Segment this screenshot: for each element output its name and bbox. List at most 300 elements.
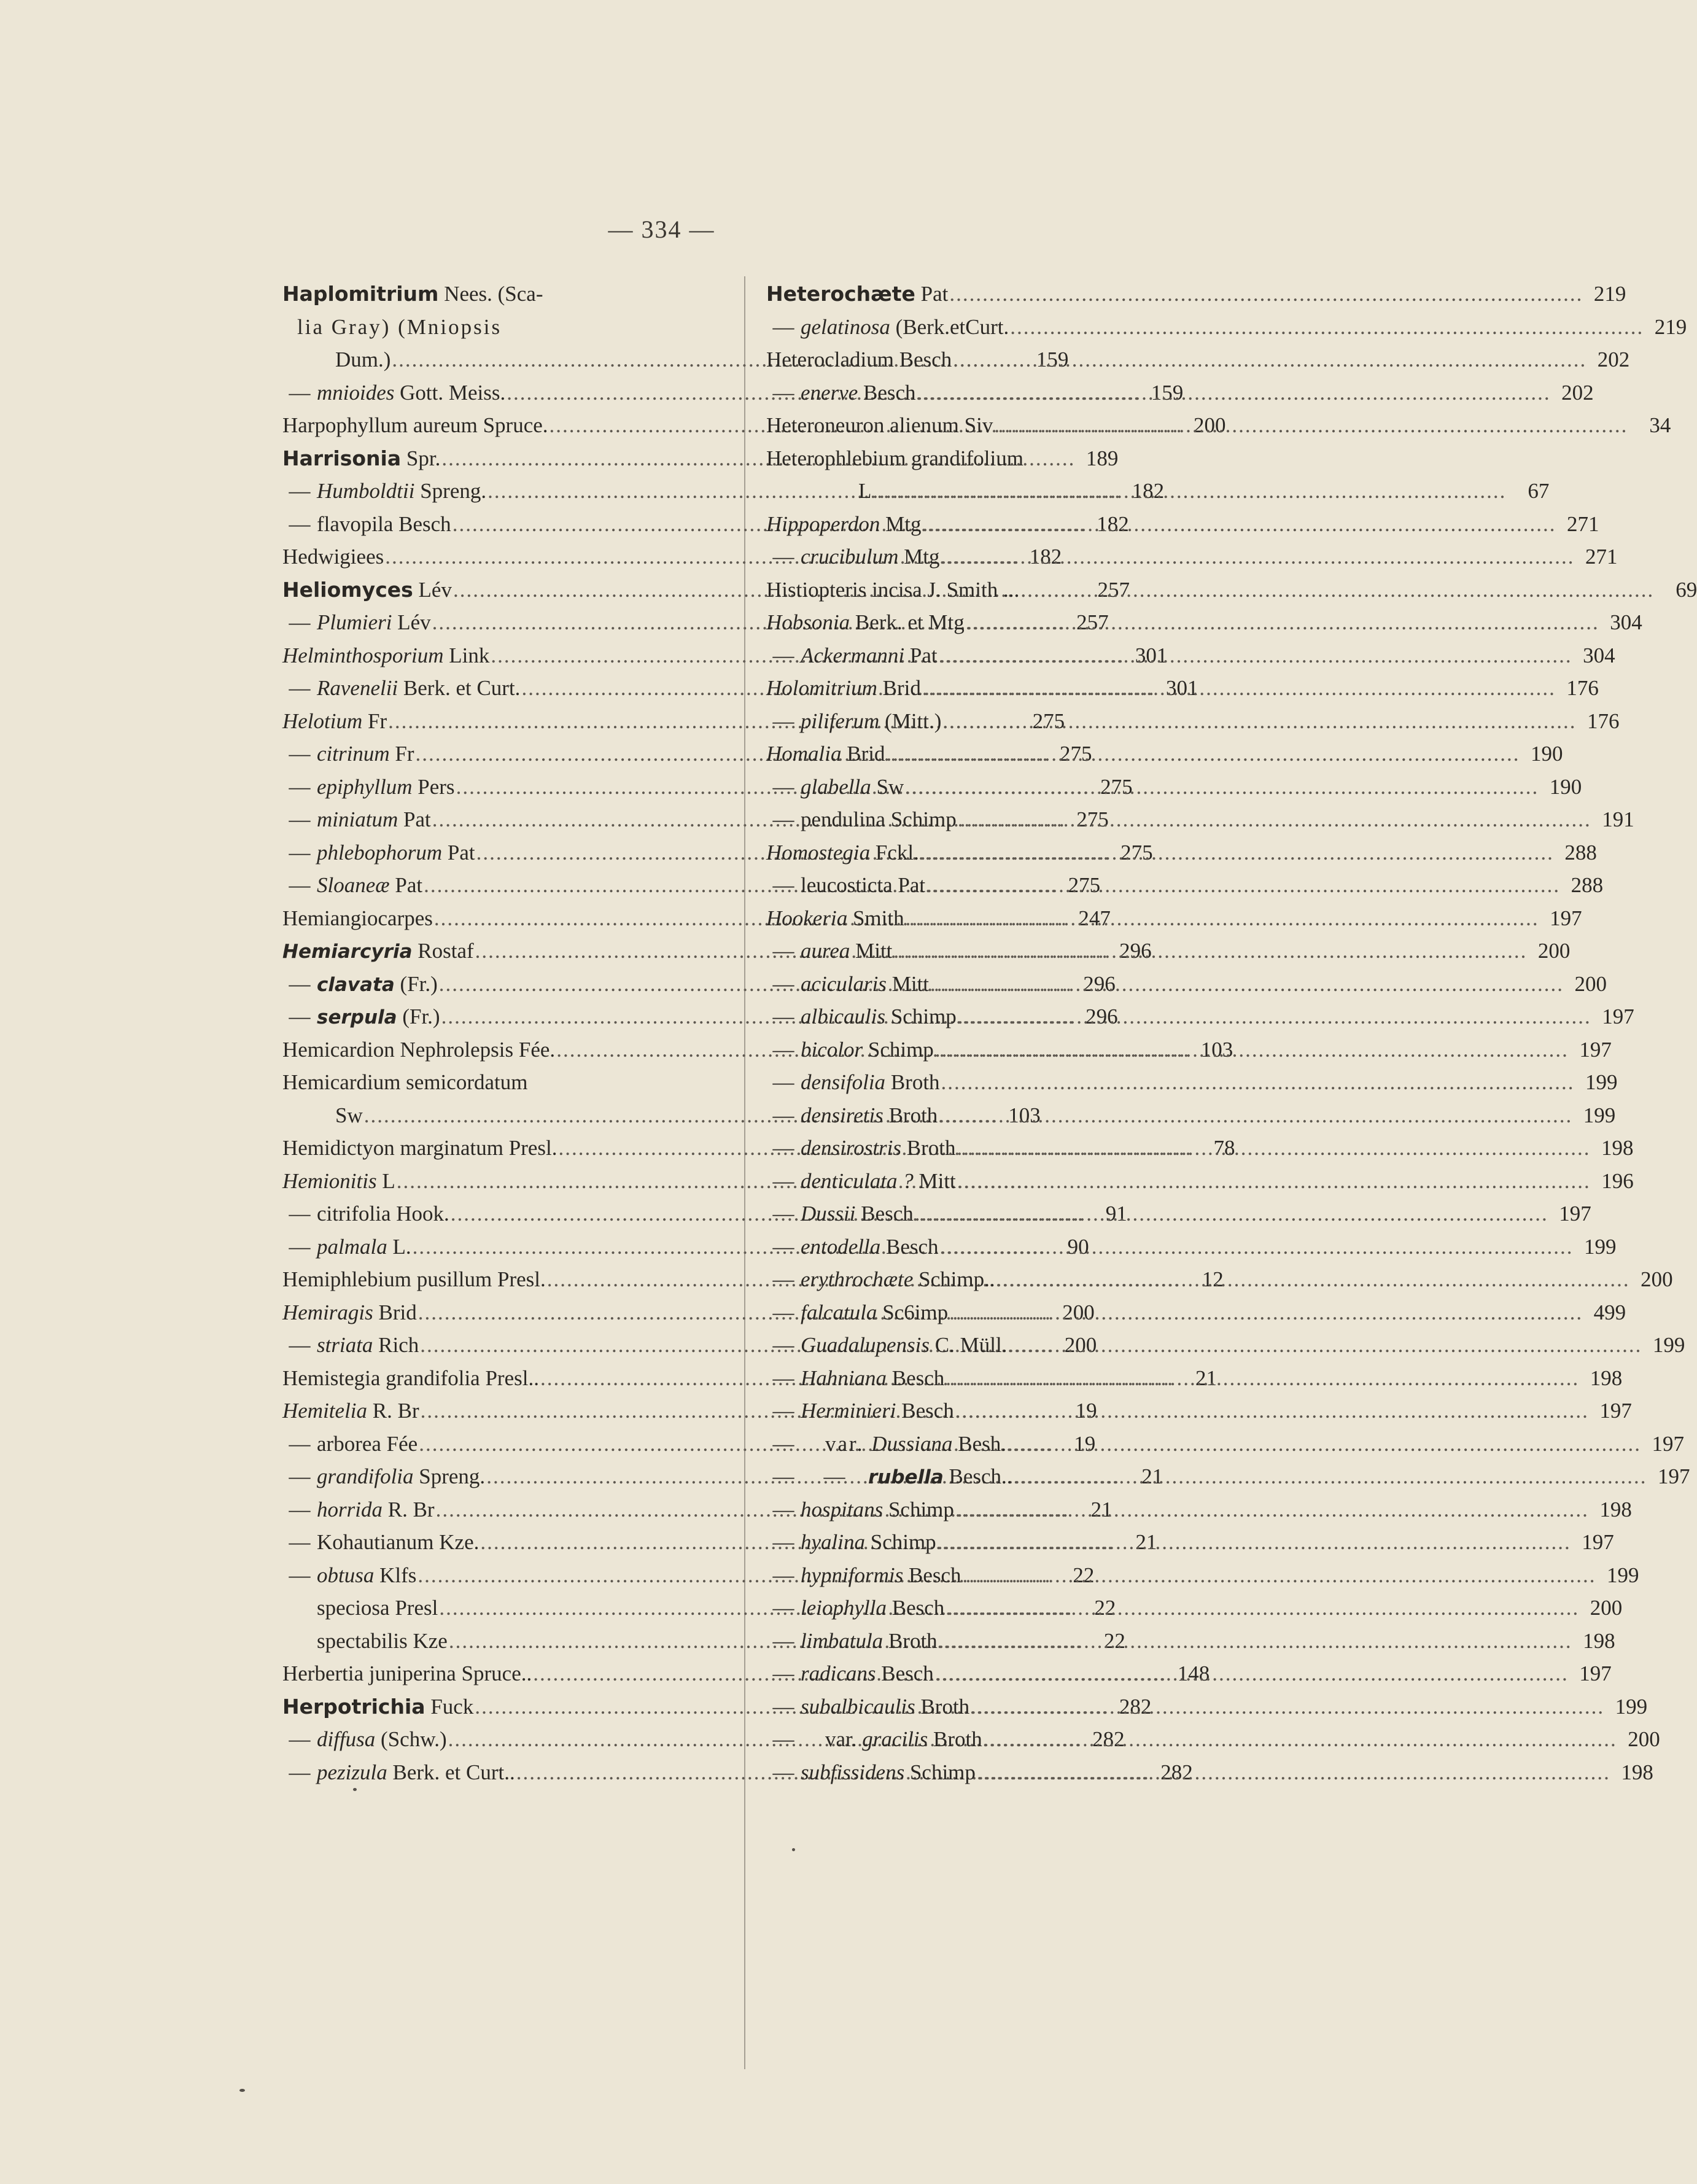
page-reference: 219 xyxy=(1654,314,1687,339)
entry-text: Heterophlebium grandifolium xyxy=(766,446,1023,470)
page-reference: 288 xyxy=(1564,840,1597,865)
entry-text: Besch xyxy=(903,1563,961,1587)
entry-name xyxy=(282,1132,557,1165)
entry-text: Besch xyxy=(855,1202,914,1226)
dash-mark: — xyxy=(772,545,794,569)
page-reference: 21 xyxy=(1135,1530,1157,1554)
index-entry xyxy=(766,1625,1615,1658)
dash-mark: — xyxy=(289,807,311,831)
entry-name xyxy=(766,1033,934,1067)
entry-text: Dussii xyxy=(801,1202,856,1226)
entry-name xyxy=(766,409,993,442)
index-entry xyxy=(766,1657,1612,1690)
index-entry xyxy=(766,1428,1685,1461)
entry-name xyxy=(282,935,474,969)
entry-text: pezizula xyxy=(317,1760,387,1784)
entry-text: falcatula xyxy=(801,1300,877,1324)
page-reference: 275 xyxy=(1120,840,1153,865)
leader-dots xyxy=(957,1132,1591,1165)
entry-text: Broth xyxy=(928,1727,982,1751)
entry-text: Histiopteris incisa J. Smith ... xyxy=(766,577,1020,602)
entry-name xyxy=(766,540,940,573)
entry-name xyxy=(282,278,543,311)
page-reference: 21 xyxy=(1195,1366,1217,1390)
page-reference: 301 xyxy=(1135,643,1168,667)
entry-text: R. Br xyxy=(382,1497,435,1521)
entry-name xyxy=(297,311,502,344)
leader-dots xyxy=(953,343,1586,376)
entry-text: Besch.. xyxy=(943,1464,1012,1488)
entry-text: Plumieri xyxy=(317,610,392,634)
entry-name xyxy=(766,1493,954,1526)
entry-text: Pers xyxy=(412,774,455,799)
index-entry xyxy=(766,771,1582,804)
entry-text: Rostaf xyxy=(412,939,474,963)
leader-dots xyxy=(958,803,1591,836)
entry-text: Sc6imp xyxy=(877,1300,949,1324)
leader-dots xyxy=(966,606,1599,639)
entry-text: Hemitelia xyxy=(282,1399,368,1423)
entry-name xyxy=(766,1132,956,1165)
page-reference: 197 xyxy=(1599,1399,1632,1423)
leader-dots xyxy=(994,409,1628,442)
leader-dots xyxy=(939,639,1572,672)
entry-name xyxy=(766,902,904,935)
dash-mark: — xyxy=(772,1168,794,1193)
page-reference: 499 xyxy=(1593,1300,1626,1324)
entry-name xyxy=(282,771,455,804)
index-entry xyxy=(766,1099,1616,1132)
entry-text: Herminieri xyxy=(801,1399,896,1423)
entry-text: gelatinosa xyxy=(801,314,890,339)
dash-mark: — xyxy=(289,742,311,766)
index-entry xyxy=(766,1493,1632,1526)
entry-text: Haplomitrium xyxy=(282,282,439,306)
dash-mark: — xyxy=(772,774,794,799)
dash-mark: — xyxy=(289,380,311,405)
entry-text: Pat xyxy=(389,873,423,897)
entry-text: Pat xyxy=(442,840,475,865)
entry-text: Heliomyces xyxy=(282,577,413,602)
entry-text: gracilis xyxy=(862,1727,928,1751)
entry-text: C. Müll. xyxy=(930,1333,1008,1357)
page-reference: 200 xyxy=(1194,413,1226,437)
entry-text: Hemionitis xyxy=(282,1168,377,1193)
entry-name xyxy=(766,1428,1006,1461)
entry-text: Nees. (Sca- xyxy=(438,282,543,306)
entry-name xyxy=(766,1625,938,1658)
entry-name xyxy=(766,869,925,902)
page-reference: 198 xyxy=(1621,1760,1653,1784)
page-reference: 296 xyxy=(1085,1005,1118,1028)
entry-name xyxy=(282,376,505,410)
dash-mark: — xyxy=(772,971,794,996)
entry-name xyxy=(282,475,486,508)
entry-name xyxy=(766,803,957,836)
dash-mark: — xyxy=(772,1005,794,1028)
entry-text: enerve xyxy=(801,380,858,405)
entry-text: Berk. et Curt. xyxy=(398,676,521,700)
ink-speck xyxy=(792,1848,795,1851)
page-reference: 271 xyxy=(1566,511,1599,536)
dash-mark: — xyxy=(772,1497,794,1521)
leader-dots xyxy=(1014,1460,1647,1493)
entry-text: densifolia xyxy=(801,1070,886,1094)
index-entry xyxy=(766,1197,1591,1230)
entry-text: grandifolia xyxy=(317,1464,414,1488)
entry-text: Fr xyxy=(389,742,414,766)
page-reference: 78 xyxy=(1213,1136,1235,1160)
leader-dots xyxy=(938,1526,1571,1559)
entry-name xyxy=(282,1591,438,1625)
leader-dots xyxy=(872,475,1506,508)
entry-text: glabella xyxy=(801,774,871,799)
entry-text: serpula xyxy=(317,1006,397,1028)
entry-text: Hemicardion Nephrolepsis Fée. xyxy=(282,1037,556,1062)
entry-text: lia Gray) (Mniopsis xyxy=(297,314,502,339)
page-reference: 182 xyxy=(1097,511,1129,536)
entry-name xyxy=(766,639,938,672)
dash-mark: — xyxy=(772,873,794,897)
index-entry xyxy=(766,1000,1634,1033)
entry-text: densirostris xyxy=(801,1136,902,1160)
entry-text: Brid xyxy=(877,676,921,700)
index-entry xyxy=(766,1394,1632,1428)
entry-text: Pat xyxy=(904,643,938,667)
page-reference: 197 xyxy=(1579,1661,1612,1685)
page-reference: 197 xyxy=(1602,1005,1634,1028)
page-reference: 34 xyxy=(1649,413,1671,437)
entry-text: aurea xyxy=(801,939,850,963)
dash-mark: — xyxy=(772,1037,794,1062)
leader-dots xyxy=(996,1263,1630,1296)
entry-name xyxy=(282,1657,532,1690)
dash-mark: — xyxy=(289,774,311,799)
entry-name xyxy=(766,343,952,376)
entry-name xyxy=(766,1296,948,1329)
page-reference: 103 xyxy=(1200,1037,1233,1062)
entry-name xyxy=(766,1657,934,1690)
leader-dots xyxy=(939,1625,1572,1658)
entry-text: Broth xyxy=(901,1136,956,1160)
index-entry xyxy=(766,737,1563,771)
page-reference: 189 xyxy=(1085,446,1119,470)
entry-text: radicans xyxy=(801,1661,876,1685)
entry-name xyxy=(282,1263,546,1296)
entry-text: Schimp.. xyxy=(913,1267,995,1291)
entry-name xyxy=(282,705,387,738)
entry-text: leucosticta Pat xyxy=(801,873,926,897)
entry-name xyxy=(282,1296,417,1329)
entry-name xyxy=(858,475,871,508)
entry-text: citrifolia Hook. xyxy=(317,1202,449,1226)
page-reference: 200 xyxy=(1574,971,1607,996)
index-entry xyxy=(766,1526,1614,1559)
dash-mark: — xyxy=(772,939,794,963)
page-reference: 103 xyxy=(1008,1103,1041,1127)
entry-text: Heteroneuron alienum Siv xyxy=(766,413,993,437)
index-entry xyxy=(766,442,1208,475)
entry-text: Fr xyxy=(362,709,387,733)
leader-dots xyxy=(971,1690,1604,1723)
entry-name xyxy=(282,1723,447,1756)
entry-text: Guadalupensis xyxy=(801,1333,930,1357)
entry-text: Smith xyxy=(847,906,904,930)
dash-mark: — xyxy=(772,1760,794,1784)
entry-text: Brid xyxy=(841,742,885,766)
index-entry xyxy=(766,935,1571,968)
entry-name xyxy=(766,1099,938,1132)
page-reference: 199 xyxy=(1583,1103,1616,1127)
dash-mark: — xyxy=(772,1464,794,1488)
entry-text: leiophylla xyxy=(801,1596,887,1620)
ink-speck xyxy=(239,2089,245,2092)
page-reference: 199 xyxy=(1615,1694,1648,1719)
entry-name xyxy=(282,672,520,705)
entry-name xyxy=(282,737,414,771)
entry-text: Mitt xyxy=(850,939,893,963)
page-reference: 22 xyxy=(1094,1596,1116,1620)
entry-text: Hahniana xyxy=(801,1366,887,1390)
entry-text: Dussiana xyxy=(871,1431,953,1456)
dash-mark: — xyxy=(772,1202,794,1226)
dash-mark: — xyxy=(289,1497,311,1521)
entry-text: Besch xyxy=(886,1596,945,1620)
page-reference: 275 xyxy=(1068,873,1101,897)
entry-name xyxy=(282,1460,485,1493)
index-entry xyxy=(766,1362,1623,1395)
entry-name xyxy=(766,1460,1012,1494)
index-entry xyxy=(282,1066,718,1099)
dash-mark: — xyxy=(772,1136,794,1160)
entry-text: mnioides xyxy=(317,380,395,405)
entry-text: erythrochæte xyxy=(801,1267,914,1291)
entry-name xyxy=(766,508,921,541)
entry-name xyxy=(766,771,904,804)
page-reference: 176 xyxy=(1566,676,1599,700)
index-entry xyxy=(766,705,1620,738)
entry-name xyxy=(766,1230,939,1264)
entry-name xyxy=(282,1493,435,1526)
dash-mark: — xyxy=(289,1234,311,1259)
entry-text: Ravenelii xyxy=(317,676,398,700)
index-entry xyxy=(766,376,1594,410)
leader-dots xyxy=(922,508,1556,541)
entry-text: bicolor xyxy=(801,1037,863,1062)
page-reference: 275 xyxy=(1032,709,1065,733)
entry-text: Schimp xyxy=(864,1530,936,1554)
entry-name xyxy=(282,639,489,672)
page-reference: 271 xyxy=(1585,545,1618,569)
index-entry xyxy=(766,343,1630,376)
dash-mark: — xyxy=(289,1005,311,1028)
dash-mark: — xyxy=(289,1563,311,1587)
leader-dots xyxy=(926,869,1560,902)
page-reference: 304 xyxy=(1610,610,1642,634)
page-reference: 247 xyxy=(1078,906,1111,930)
page-reference: 200 xyxy=(1590,1596,1623,1620)
entry-name xyxy=(282,508,451,541)
entry-name xyxy=(282,1000,440,1035)
entry-text: Broth xyxy=(915,1694,970,1719)
entry-text: L xyxy=(858,479,872,503)
entry-text: Hemidictyon marginatum Presl. xyxy=(282,1136,557,1160)
entry-text: spectabilis Kze xyxy=(317,1628,448,1653)
entry-text: Holomitrium xyxy=(766,676,877,700)
page-reference: 182 xyxy=(1132,479,1165,503)
entry-text: hypniformis xyxy=(801,1563,904,1587)
page-reference: 22 xyxy=(1103,1628,1125,1653)
index-entry xyxy=(766,1165,1634,1198)
entry-text: (Fr.) xyxy=(394,971,438,996)
leader-dots xyxy=(946,1591,1579,1625)
entry-text: clavata xyxy=(317,973,395,996)
entry-name xyxy=(282,968,438,1002)
dash-mark: — xyxy=(772,1530,794,1554)
entry-text: hyalina xyxy=(801,1530,865,1554)
entry-name xyxy=(282,606,431,639)
entry-text: Dum.) xyxy=(335,348,391,371)
entry-name xyxy=(766,737,885,771)
page-reference: 198 xyxy=(1599,1497,1632,1521)
entry-name xyxy=(335,343,390,376)
entry-text: Broth xyxy=(883,1628,938,1653)
page-reference: 304 xyxy=(1583,643,1615,667)
page-reference: 191 xyxy=(1602,807,1634,831)
entry-text: Berk. et Curt.. xyxy=(387,1760,515,1784)
dash-mark: — xyxy=(772,1399,794,1423)
entry-text: Besch xyxy=(858,380,916,405)
leader-dots xyxy=(922,672,1556,705)
entry-text: Besch xyxy=(876,1661,934,1685)
entry-name xyxy=(282,803,431,836)
entry-text: limbatula xyxy=(801,1628,883,1653)
page-reference: 198 xyxy=(1583,1628,1615,1653)
dash-mark: — xyxy=(772,1366,794,1390)
entry-text: Spreng. xyxy=(414,479,487,503)
dash-mark: — xyxy=(772,1628,794,1653)
dash-mark: — xyxy=(772,709,794,733)
entry-text: Herbertia juniperina Spruce.. xyxy=(282,1661,532,1685)
page-reference: 176 xyxy=(1586,709,1620,733)
dash-mark: — xyxy=(772,314,794,339)
entry-name xyxy=(282,1428,417,1461)
entry-text: Harpophyllum aureum Spruce. xyxy=(282,413,548,437)
page-reference: 257 xyxy=(1076,610,1109,634)
index-entry xyxy=(766,902,1582,935)
index-entry xyxy=(766,540,1618,573)
entry-text: densiretis xyxy=(801,1103,883,1127)
entry-text: L. xyxy=(387,1234,411,1259)
page-reference: 282 xyxy=(1092,1727,1125,1751)
page-reference: 199 xyxy=(1584,1234,1617,1259)
entry-text: palmala xyxy=(317,1234,387,1259)
index-entry xyxy=(766,1559,1639,1592)
dash-mark: — xyxy=(289,1464,311,1488)
entry-name xyxy=(766,672,921,705)
entry-text: flavopila Besch xyxy=(317,511,451,536)
entry-text: Lév xyxy=(413,577,452,602)
index-entry xyxy=(766,836,1597,869)
entry-text: Schimp xyxy=(885,1005,957,1028)
page-reference: 21 xyxy=(1141,1464,1163,1488)
entry-text: Schimp xyxy=(883,1497,954,1521)
page-reference: 21 xyxy=(1090,1497,1113,1521)
entry-text: diffusa xyxy=(317,1727,376,1751)
entry-text: Schimp xyxy=(904,1760,976,1784)
leader-dots xyxy=(905,771,1539,804)
index-entry xyxy=(766,278,1626,311)
page-reference: 200 xyxy=(1628,1727,1660,1751)
page-reference: 159 xyxy=(1036,348,1069,371)
leader-dots xyxy=(955,1394,1589,1428)
entry-name xyxy=(282,1526,479,1559)
entry-name xyxy=(766,935,892,968)
page-reference: 257 xyxy=(1097,577,1130,602)
entry-text: Berk. et Mtg xyxy=(850,610,965,634)
entry-text: Helminthosporium xyxy=(282,643,444,667)
entry-name xyxy=(282,442,440,475)
leader-dots xyxy=(1020,573,1654,607)
index-entry xyxy=(766,672,1599,705)
entry-text: rubella xyxy=(868,1466,944,1488)
dash-mark: — xyxy=(289,1530,311,1554)
entry-text: Mtg xyxy=(880,511,922,536)
index-entry xyxy=(282,475,1165,508)
entry-text: Spr. xyxy=(401,446,441,470)
leader-dots xyxy=(946,1362,1579,1395)
entry-text: Hemiangiocarpes xyxy=(282,906,433,930)
entry-text: crucibulum xyxy=(801,545,899,569)
dash-mark: — xyxy=(289,479,311,503)
entry-text: L xyxy=(376,1168,395,1193)
dash-mark: — xyxy=(772,1563,794,1587)
leader-dots xyxy=(1010,311,1644,344)
entry-name xyxy=(282,902,433,935)
page-reference: 69 xyxy=(1676,577,1697,602)
dash-mark: — xyxy=(772,1300,794,1324)
entry-name xyxy=(766,1000,957,1033)
entry-name xyxy=(282,1033,555,1067)
dash-mark: — xyxy=(289,1431,311,1456)
entry-text: Heterochæte xyxy=(766,282,915,306)
leader-dots xyxy=(942,705,1576,738)
entry-text: Helotium xyxy=(282,709,363,733)
dash-mark: — xyxy=(772,643,794,667)
entry-text: Hemistegia grandifolia Presl.. xyxy=(282,1366,539,1390)
entry-text: piliferum xyxy=(801,709,880,733)
leader-dots xyxy=(1008,1329,1642,1362)
entry-text: var. xyxy=(825,1431,872,1456)
entry-text: obtusa xyxy=(317,1563,375,1587)
entry-text: Fuck xyxy=(425,1694,474,1719)
leader-dots xyxy=(1008,1428,1641,1461)
entry-text: Link xyxy=(443,643,490,667)
page-reference: 197 xyxy=(1550,906,1582,930)
index-entry xyxy=(766,968,1607,1001)
entry-text: subalbicaulis xyxy=(801,1694,915,1719)
entry-name xyxy=(282,1394,419,1428)
entry-text: miniatum xyxy=(317,807,398,831)
dash-mark: — xyxy=(772,1431,794,1456)
page-reference: 67 xyxy=(1528,479,1550,503)
page-reference: 197 xyxy=(1559,1202,1591,1226)
entry-text: R. Br xyxy=(367,1399,419,1423)
entry-name xyxy=(766,1066,940,1099)
entry-text: (Berk.etCurt. xyxy=(890,314,1009,339)
index-entry xyxy=(766,606,1642,639)
entry-text: Herpotrichia xyxy=(282,1694,425,1719)
